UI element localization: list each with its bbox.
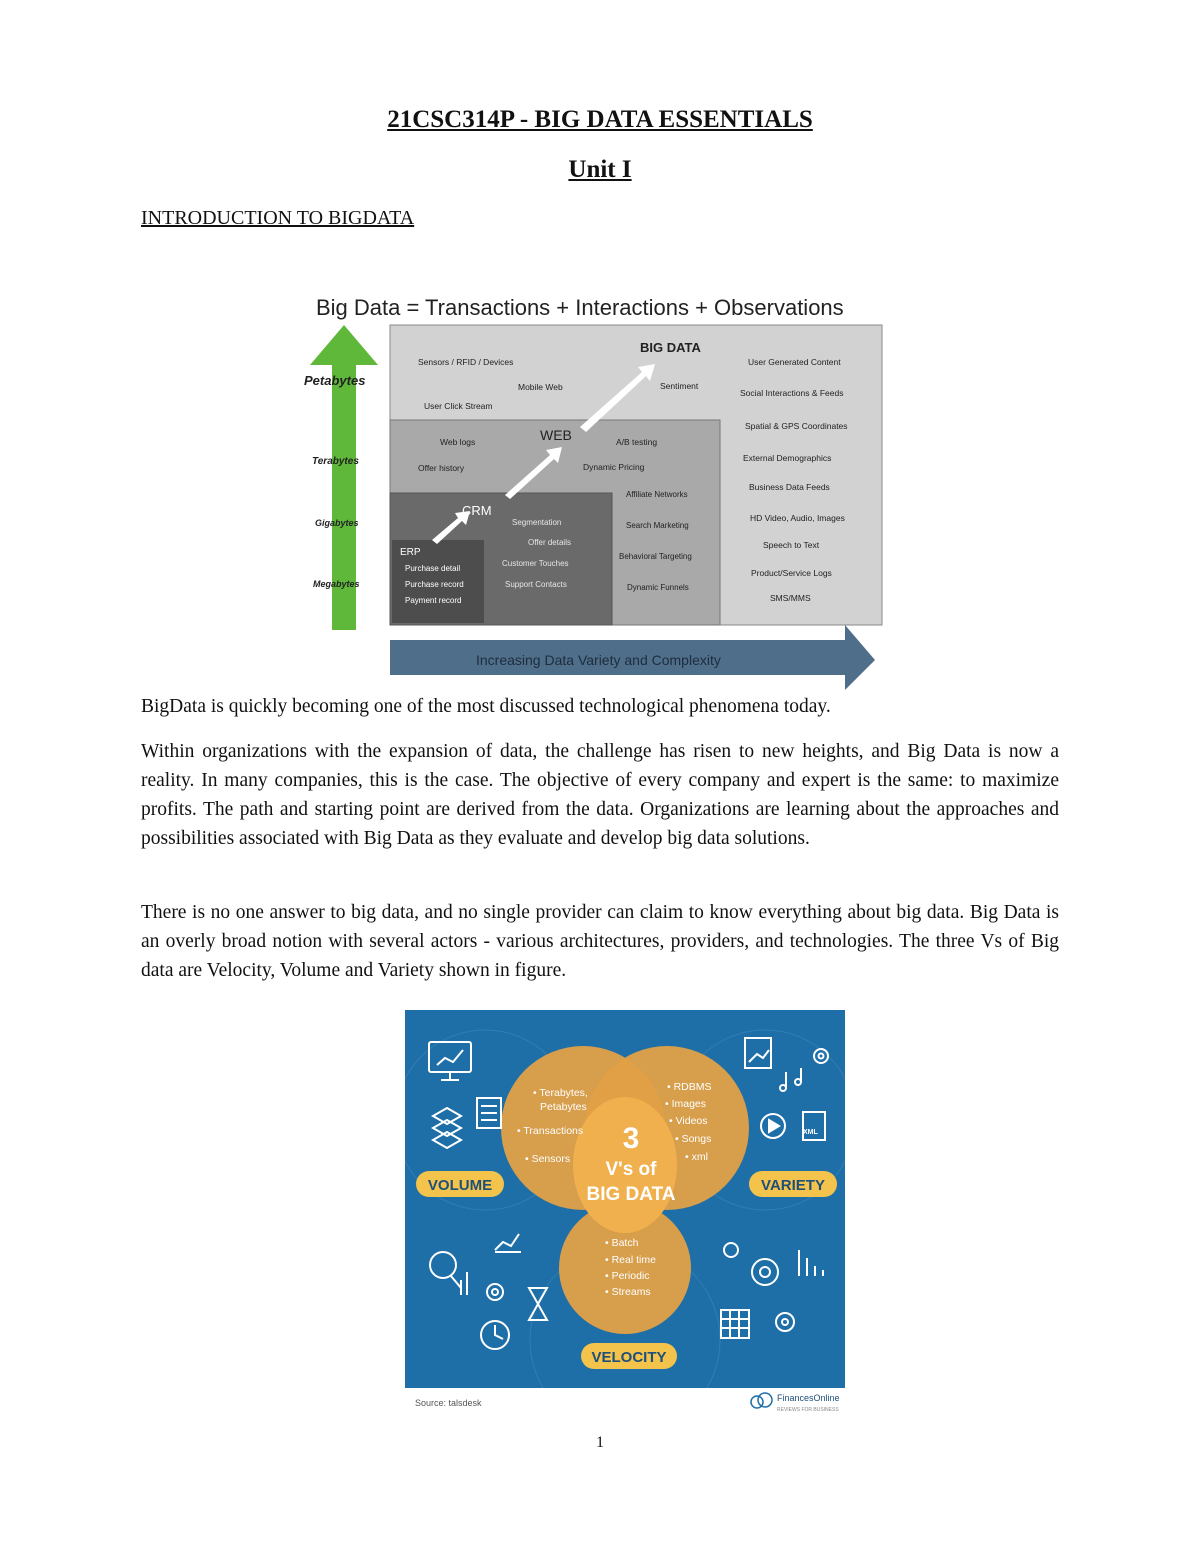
web-item: Offer history xyxy=(418,463,465,473)
variety-item: • Videos xyxy=(669,1115,708,1127)
bigdata-label: BIG DATA xyxy=(640,340,701,355)
web-item: Dynamic Pricing xyxy=(583,462,645,472)
document-title: 21CSC314P - BIG DATA ESSENTIALS xyxy=(387,106,813,133)
variety-item: • RDBMS xyxy=(667,1081,712,1093)
bigdata-item: Sentiment xyxy=(660,381,699,391)
volume-item: • Sensors xyxy=(525,1153,571,1165)
size-label-terabytes: Terabytes xyxy=(312,456,359,467)
bottom-arrow-label: Increasing Data Variety and Complexity xyxy=(476,652,721,668)
web-item: Dynamic Funnels xyxy=(627,583,689,592)
crm-item: Support Contacts xyxy=(505,580,567,589)
bigdata-item: Sensors / RFID / Devices xyxy=(418,357,514,367)
volume-label: VOLUME xyxy=(427,1177,493,1194)
paragraph-2: Within organizations with the expansion of data, the challenge has risen to new heights, and Big Data is now a reality. In many companies, this is the case. The objective of every company and expert is the same: to maximize profits. The path and starting point are derived from the data. Organizations are learning about the approaches and possibilities associated with Big Data as they evaluate and develop big data solutions. xyxy=(141,741,1059,849)
crm-item: Segmentation xyxy=(512,518,562,527)
xml-icon-glyph: XML xyxy=(803,1129,818,1136)
web-item: Web logs xyxy=(440,437,476,447)
size-label-megabytes: Megabytes xyxy=(313,579,360,589)
erp-item: Purchase record xyxy=(405,580,464,589)
web-label: WEB xyxy=(540,427,572,443)
section-heading: INTRODUCTION TO BIGDATA xyxy=(141,207,415,229)
size-label-petabytes: Petabytes xyxy=(304,373,366,388)
variety-item: • Songs xyxy=(675,1133,712,1145)
crm-label: CRM xyxy=(462,503,492,518)
observation-item: Product/Service Logs xyxy=(751,568,832,578)
paragraph-1: BigData is quickly becoming one of the most discussed technological phenomena today. xyxy=(141,696,831,717)
web-item: Search Marketing xyxy=(626,521,689,530)
big-data-pyramid-figure xyxy=(300,285,890,690)
paragraph-3: There is no one answer to big data, and no single provider can claim to know everything about big data. Big Data is an overly broad notion with several actors - various architectures, providers, and technologies. The three Vs of Big data are Velocity, Volume and Variety shown in figure. xyxy=(141,902,1059,981)
unit-heading: Unit I xyxy=(568,156,632,183)
variety-item: • xml xyxy=(685,1151,708,1163)
logo-text: FinancesOnline xyxy=(777,1393,840,1403)
observation-item: External Demographics xyxy=(743,453,832,463)
observation-item: Business Data Feeds xyxy=(749,482,830,492)
variety-label: VARIETY xyxy=(761,1177,825,1194)
observation-item: Speech to Text xyxy=(763,540,820,550)
volume-item: • Terabytes, xyxy=(533,1087,588,1099)
page-number: 1 xyxy=(596,1434,604,1451)
three-vs-figure xyxy=(405,1010,845,1418)
velocity-item: • Streams xyxy=(605,1286,651,1298)
variety-item: • Images xyxy=(665,1098,707,1110)
center-number: 3 xyxy=(622,1122,640,1155)
observation-item: Social Interactions & Feeds xyxy=(740,388,844,398)
observation-item: User Generated Content xyxy=(748,357,841,367)
erp-item: Purchase detail xyxy=(405,564,461,573)
size-label-gigabytes: Gigabytes xyxy=(315,518,359,528)
velocity-item: • Periodic xyxy=(605,1270,650,1282)
crm-item: Customer Touches xyxy=(502,559,569,568)
volume-item: Petabytes xyxy=(540,1101,587,1113)
erp-item: Payment record xyxy=(405,596,462,605)
observation-item: HD Video, Audio, Images xyxy=(750,513,845,523)
figure1-title: Big Data = Transactions + Interactions + Observations xyxy=(316,295,844,320)
erp-label: ERP xyxy=(400,547,421,558)
observation-item: SMS/MMS xyxy=(770,593,811,603)
bigdata-item: Mobile Web xyxy=(518,382,563,392)
source-caption: Source: talsdesk xyxy=(415,1398,482,1408)
web-item: Affiliate Networks xyxy=(626,490,688,499)
velocity-item: • Real time xyxy=(605,1254,656,1266)
center-line3: BIG DATA xyxy=(586,1184,676,1205)
crm-item: Offer details xyxy=(528,538,571,547)
volume-item: • Transactions xyxy=(517,1125,584,1137)
web-item: A/B testing xyxy=(616,437,658,447)
velocity-item: • Batch xyxy=(605,1237,639,1249)
observation-item: Spatial & GPS Coordinates xyxy=(745,421,848,431)
velocity-label: VELOCITY xyxy=(591,1349,667,1366)
bigdata-item: User Click Stream xyxy=(424,401,493,411)
center-line2: V's of xyxy=(605,1159,657,1180)
logo-subtext: REVIEWS FOR BUSINESS xyxy=(777,1407,839,1413)
web-item: Behavioral Targeting xyxy=(619,552,692,561)
